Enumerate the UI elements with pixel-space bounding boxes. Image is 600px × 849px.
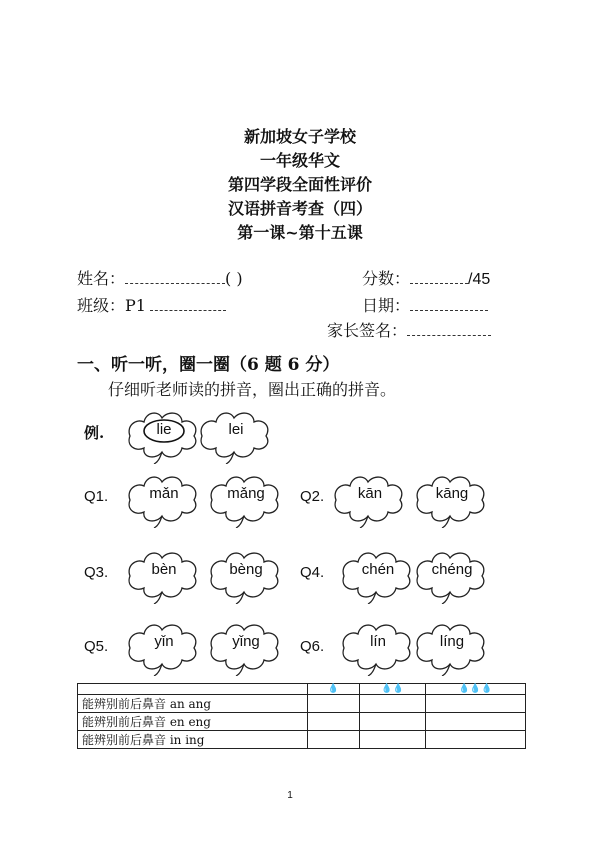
pinyin-option: mǎng bbox=[227, 485, 265, 502]
three-drops-icon: 💧💧💧 bbox=[426, 684, 526, 695]
question-label: Q4. bbox=[300, 564, 325, 581]
name-label: 姓名： bbox=[77, 269, 126, 288]
rubric-cell[interactable] bbox=[426, 695, 526, 713]
rubric-criterion: 能辨别前后鼻音 in ing bbox=[78, 731, 308, 749]
score-blank[interactable] bbox=[410, 269, 468, 284]
leaf-option[interactable] bbox=[338, 616, 418, 676]
question-label: Q6. bbox=[300, 638, 325, 655]
rubric-row bbox=[78, 731, 526, 749]
pinyin-option: yǐn bbox=[154, 633, 174, 650]
pinyin-option: líng bbox=[439, 633, 465, 650]
question-label: Q1. bbox=[84, 488, 109, 505]
section-1-title: 一、听一听，圈一圈（6 题 6 分） bbox=[77, 355, 340, 375]
rubric-cell[interactable] bbox=[426, 731, 526, 749]
leaf-option[interactable] bbox=[124, 616, 204, 676]
test-title: 汉语拼音考查（四） bbox=[227, 199, 372, 218]
leaf-option[interactable] bbox=[330, 468, 410, 528]
score-row bbox=[362, 266, 490, 289]
pinyin-option: mǎn bbox=[149, 485, 179, 502]
pinyin-option: kān bbox=[357, 485, 383, 502]
class-blank[interactable] bbox=[150, 296, 226, 311]
name-row bbox=[77, 266, 243, 289]
parent-sign-row bbox=[327, 318, 491, 341]
leaf-option[interactable] bbox=[124, 404, 204, 464]
parent-sign-label: 家长签名： bbox=[327, 321, 408, 340]
leaf-option[interactable] bbox=[206, 544, 286, 604]
leaf-option[interactable] bbox=[412, 616, 492, 676]
class-row bbox=[77, 293, 226, 316]
question-label: Q2. bbox=[300, 488, 325, 505]
section-1-instruction: 仔细听老师读的拼音，圈出正确的拼音。 bbox=[108, 380, 397, 399]
question-label: Q3. bbox=[84, 564, 109, 581]
rubric-cell[interactable] bbox=[360, 731, 426, 749]
lessons-title: 第一课~第十五课 bbox=[237, 223, 363, 242]
date-blank[interactable] bbox=[410, 296, 488, 311]
rubric-cell[interactable] bbox=[360, 713, 426, 731]
leaf-option[interactable] bbox=[206, 616, 286, 676]
pinyin-option: bèng bbox=[229, 561, 263, 578]
example-label: 例. bbox=[84, 424, 105, 442]
rubric-row bbox=[78, 695, 526, 713]
pinyin-option: lie bbox=[156, 421, 172, 438]
pinyin-option: lín bbox=[370, 633, 386, 650]
pinyin-option: bèn bbox=[151, 561, 177, 578]
pinyin-option: yǐng bbox=[232, 633, 260, 650]
date-label: 日期： bbox=[362, 296, 411, 315]
question-label: Q5. bbox=[84, 638, 109, 655]
leaf-option[interactable] bbox=[124, 544, 204, 604]
leaf-option[interactable] bbox=[338, 544, 418, 604]
pinyin-option: chén bbox=[361, 561, 395, 578]
class-label: 班级： bbox=[77, 296, 126, 315]
term-title: 第四学段全面性评价 bbox=[227, 175, 372, 194]
rubric-header-cell bbox=[78, 684, 308, 695]
leaf-option[interactable] bbox=[196, 404, 276, 464]
rubric-cell[interactable] bbox=[426, 713, 526, 731]
rubric-criterion: 能辨别前后鼻音 en eng bbox=[78, 713, 308, 731]
rubric-header-row bbox=[78, 684, 526, 695]
parent-sign-blank[interactable] bbox=[407, 321, 491, 336]
rubric-cell[interactable] bbox=[308, 695, 360, 713]
rubric-cell[interactable] bbox=[308, 713, 360, 731]
score-total: /45 bbox=[468, 271, 491, 288]
rubric-cell[interactable] bbox=[308, 731, 360, 749]
two-drops-icon: 💧💧 bbox=[360, 684, 426, 695]
register-number-paren: ( ) bbox=[225, 269, 243, 288]
page-number: 1 bbox=[287, 790, 293, 801]
score-label: 分数： bbox=[362, 269, 411, 288]
date-row bbox=[362, 293, 488, 316]
pinyin-option: kāng bbox=[435, 485, 469, 502]
rubric-row bbox=[78, 713, 526, 731]
grade-title: 一年级华文 bbox=[259, 151, 340, 170]
rubric-criterion: 能辨别前后鼻音 an ang bbox=[78, 695, 308, 713]
pinyin-option: lei bbox=[228, 421, 244, 438]
leaf-option[interactable] bbox=[412, 544, 492, 604]
leaf-option[interactable] bbox=[206, 468, 286, 528]
name-blank[interactable] bbox=[125, 269, 225, 284]
pinyin-option: chéng bbox=[431, 561, 473, 578]
class-value: P1 bbox=[125, 296, 146, 315]
school-name: 新加坡女子学校 bbox=[243, 127, 356, 146]
rubric-cell[interactable] bbox=[360, 695, 426, 713]
rubric-table bbox=[77, 683, 526, 749]
leaf-option[interactable] bbox=[124, 468, 204, 528]
leaf-option[interactable] bbox=[412, 468, 492, 528]
one-drop-icon: 💧 bbox=[308, 684, 360, 695]
